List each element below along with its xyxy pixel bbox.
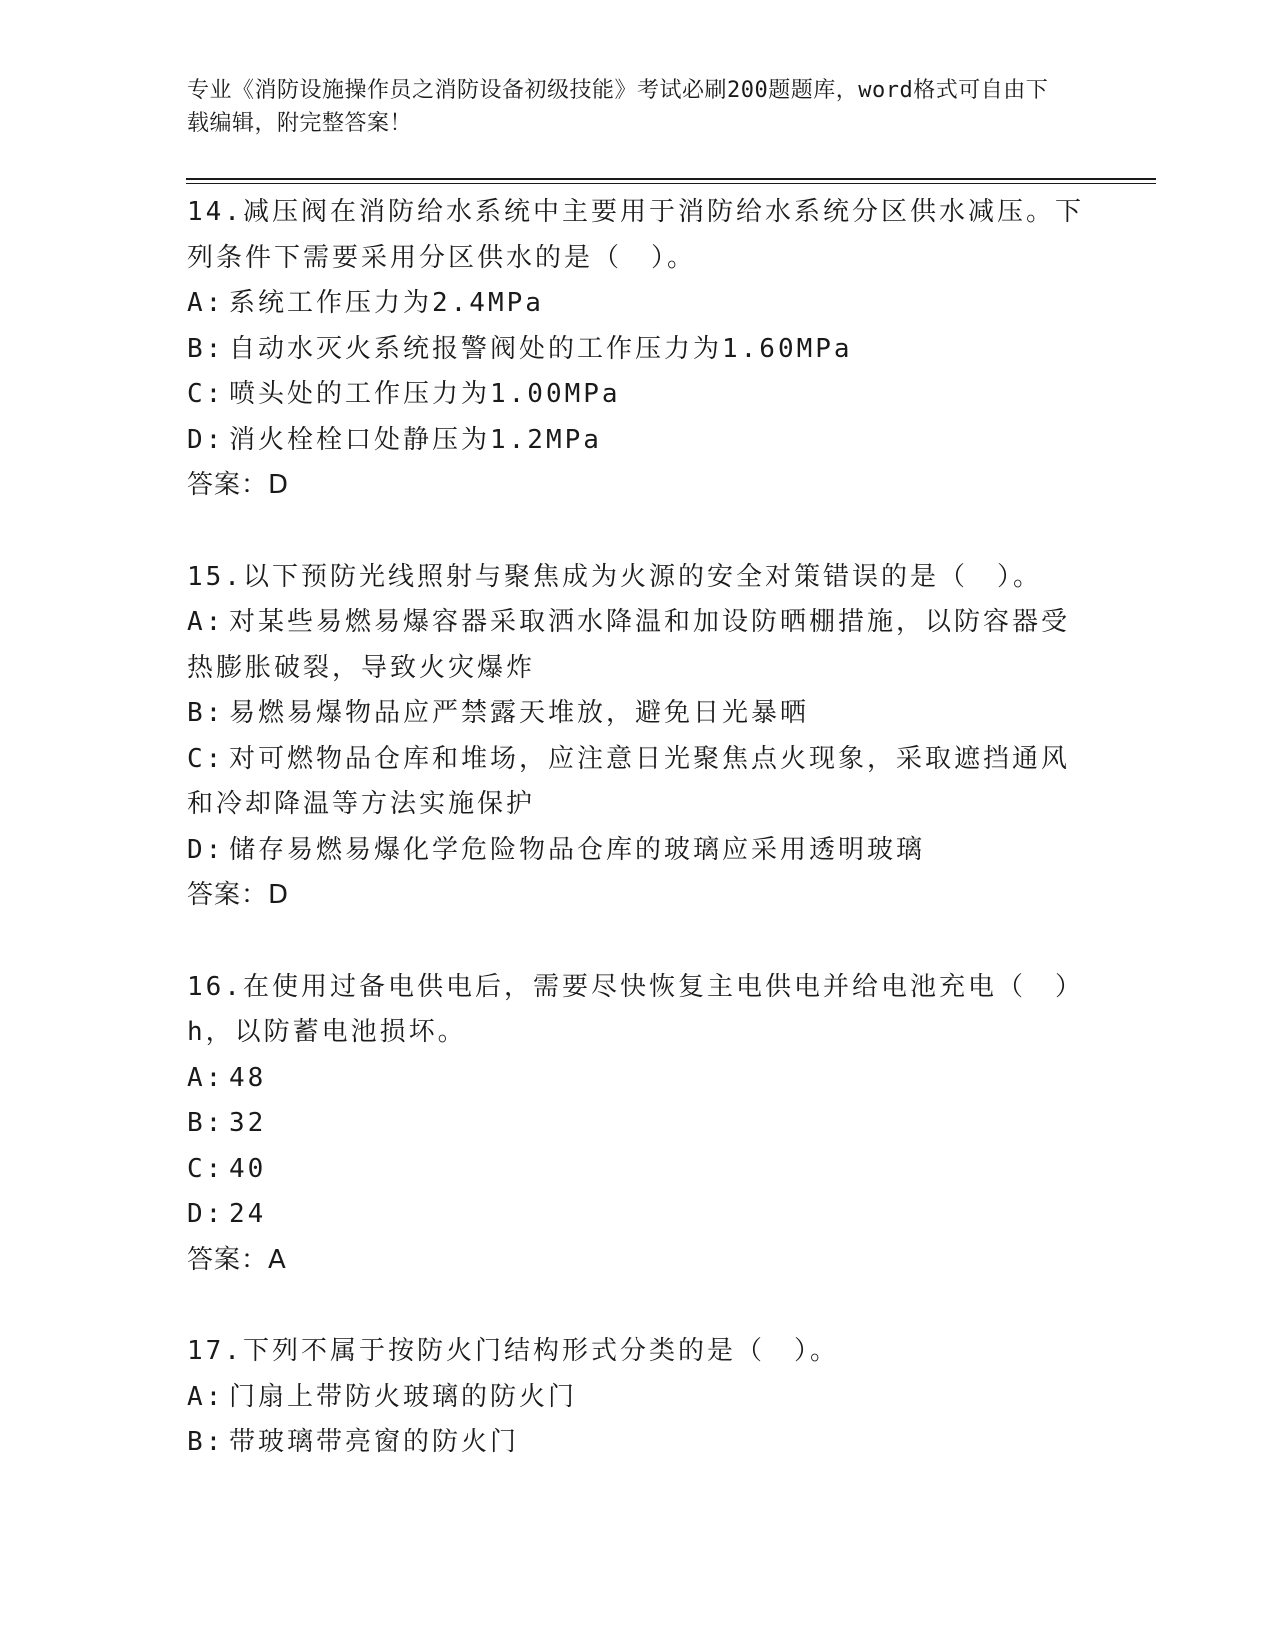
option-text: 系统工作压力为2.4MPa (229, 288, 544, 318)
option-a (187, 281, 1087, 327)
option-text: 门扇上带防火玻璃的防火门 (229, 1381, 578, 1412)
option-b (187, 1420, 1087, 1466)
option-key: C: (187, 1153, 225, 1184)
question-list (187, 190, 1087, 1512)
option-key: B: (187, 698, 225, 728)
option-text: 48 (229, 1062, 267, 1093)
option-key: A: (187, 1062, 225, 1093)
option-key: A: (187, 607, 225, 637)
question-14 (187, 190, 1087, 509)
option-a (187, 600, 1087, 691)
option-b (187, 327, 1087, 373)
option-text: 易燃易爆物品应严禁露天堆放，避免日光暴晒 (229, 698, 810, 728)
option-text: 24 (229, 1199, 267, 1229)
option-text: 对某些易燃易爆容器采取洒水降温和加设防晒棚措施，以防容器受热膨胀破裂，导致火灾爆炸 (187, 607, 1071, 683)
question-stem: 17.下列不属于按防火门结构形式分类的是（ ）。 (187, 1336, 839, 1366)
option-text: 40 (229, 1153, 267, 1184)
option-key: C: (187, 379, 225, 409)
option-d (187, 828, 1087, 874)
option-key: B: (187, 333, 225, 364)
option-key: D: (187, 834, 225, 865)
option-c (187, 372, 1087, 418)
option-key: B: (187, 1427, 225, 1457)
option-key: C: (187, 743, 225, 774)
question-stem: 15.以下预防光线照射与聚焦成为火源的安全对策错误的是（ ）。 (187, 561, 1042, 592)
option-text: 对可燃物品仓库和堆场，应注意日光聚焦点火现象，采取遮挡通风和冷却降温等方法实施保护 (187, 743, 1071, 819)
option-text: 消火栓栓口处静压为1.2MPa (229, 424, 602, 455)
question-stem: 14.减压阀在消防给水系统中主要用于消防给水系统分区供水减压。下列条件下需要采用分区供水的是（ ）。 (187, 197, 1084, 273)
document-header: 专业《消防设施操作员之消防设备初级技能》考试必刷200题题库，word格式可自由下载编辑，附完整答案！ (187, 78, 1049, 136)
option-b (187, 1101, 1087, 1147)
header-divider-thin (186, 183, 1156, 184)
question-16 (187, 965, 1087, 1284)
option-key: B: (187, 1108, 225, 1138)
option-text: 32 (229, 1108, 267, 1138)
option-key: A: (187, 1381, 225, 1412)
answer: 答案：A (187, 1244, 287, 1275)
option-key: D: (187, 424, 225, 455)
question-17 (187, 1329, 1087, 1466)
option-c (187, 737, 1087, 828)
option-text: 带玻璃带亮窗的防火门 (229, 1427, 520, 1457)
question-15 (187, 555, 1087, 919)
answer: 答案：D (187, 470, 290, 500)
option-text: 喷头处的工作压力为1.00MPa (229, 379, 621, 409)
answer: 答案：D (187, 880, 290, 910)
option-a (187, 1056, 1087, 1102)
option-text: 储存易燃易爆化学危险物品仓库的玻璃应采用透明玻璃 (229, 834, 926, 865)
option-b (187, 691, 1087, 737)
option-c (187, 1147, 1087, 1193)
option-text: 自动水灭火系统报警阀处的工作压力为1.60MPa (229, 333, 853, 364)
option-key: D: (187, 1199, 225, 1229)
option-key: A: (187, 288, 225, 318)
option-d (187, 1192, 1087, 1238)
option-d (187, 418, 1087, 464)
question-stem: 16.在使用过备电供电后，需要尽快恢复主电供电并给电池充电（ ）h，以防蓄电池损坏。 (187, 971, 1084, 1047)
option-a (187, 1375, 1087, 1421)
header-divider-thick (186, 178, 1156, 180)
